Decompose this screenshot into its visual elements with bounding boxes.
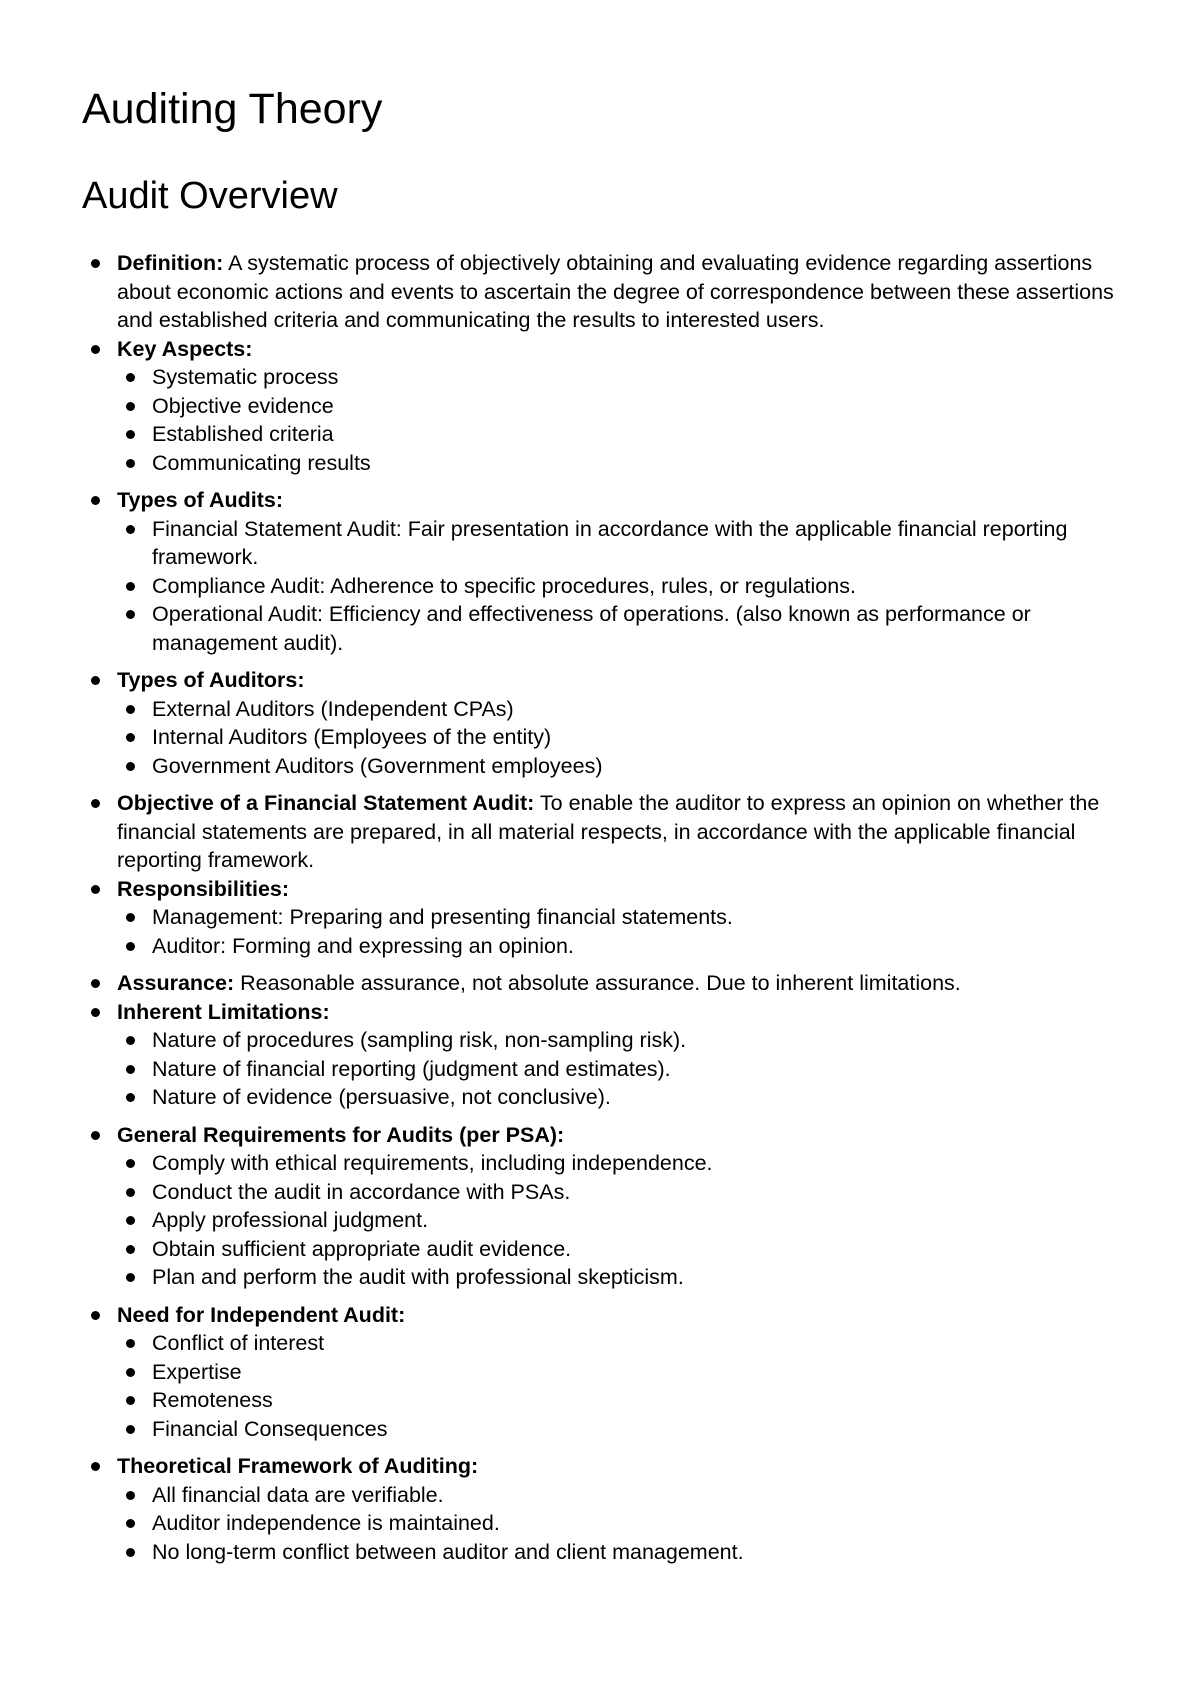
sub-list-item-text: All financial data are verifiable. [152,1482,444,1507]
sub-list [117,1026,1140,1112]
sub-list [117,903,1140,960]
outline-item [82,969,1140,998]
bullet-icon [126,1065,135,1074]
outline-item-label: Inherent Limitations: [117,999,330,1024]
section-title: Audit Overview [82,175,338,217]
sub-list-item-text: Nature of procedures (sampling risk, non-sampling risk). [152,1028,687,1052]
sub-list-item [117,1055,1140,1084]
bullet-icon [126,582,135,591]
outline-item [82,1121,1140,1292]
bullet-icon [126,1273,135,1282]
outline-item [82,335,1140,478]
sub-list-item [117,600,1140,657]
sub-list-item [117,903,1140,932]
sub-list-item-text: Objective evidence [152,393,334,418]
sub-list-item [117,1358,1140,1387]
bullet-icon [126,1548,135,1557]
bullet-icon [126,1425,135,1434]
outline-item-label: Theoretical Framework of Auditing: [117,1454,479,1478]
sub-list-item [117,752,1140,781]
bullet-icon [126,1036,135,1045]
sub-list-item-text: Financial Consequences [152,1416,388,1441]
sub-list-item [117,1149,1140,1178]
outline-item [82,998,1140,1112]
sub-list-item [117,1026,1140,1055]
bullet-icon [126,1216,135,1225]
sub-list [117,695,1140,781]
bullet-icon [126,610,135,619]
sub-list-item-text: Internal Auditors (Employees of the entity) [152,725,552,749]
sub-list-item [117,1235,1140,1264]
sub-list-item [117,932,1140,961]
sub-list-item-text: Communicating results [152,450,371,475]
bullet-icon [126,1339,135,1348]
bullet-icon [91,885,100,894]
sub-list-item [117,1083,1140,1112]
bullet-icon [91,259,100,268]
bullet-icon [126,705,135,714]
sub-list-item [117,1386,1140,1415]
sub-list-item-text: Auditor: Forming and expressing an opinion. [152,933,574,958]
sub-list-item-text: Comply with ethical requirements, including independence. [152,1151,713,1175]
bullet-icon [126,1245,135,1254]
sub-list-item-text: External Auditors (Independent CPAs) [152,696,514,721]
sub-list-item-text: Nature of evidence (persuasive, not conclusive). [152,1085,611,1109]
bullet-icon [126,402,135,411]
outline-item [82,249,1140,335]
sub-list-item-text: Plan and perform the audit with professional skepticism. [152,1265,684,1289]
sub-list-item-text: Operational Audit: Efficiency and effectiveness of operations. (also known as performance or management audit). [152,602,1031,655]
sub-list [117,1481,1140,1567]
bullet-icon [91,676,100,685]
bullet-icon [126,733,135,742]
sub-list-item [117,695,1140,724]
outline-item-label: Need for Independent Audit: [117,1302,406,1327]
sub-list-item-text: Expertise [152,1359,242,1384]
outline-item-text: To enable the auditor to express an opinion on whether the financial statements are prepared, in all material respects, in accordance with the applicable financial reporting framework. [117,791,1100,872]
outline-item-label: Key Aspects: [117,336,253,361]
outline-item [82,1301,1140,1444]
outline-item-label: Responsibilities: [117,876,290,901]
sub-list-item [117,363,1140,392]
bullet-icon [91,799,100,808]
sub-list-item [117,1206,1140,1235]
sub-list [117,515,1140,658]
sub-list-item [117,1415,1140,1444]
outline-item-label: Types of Auditors: [117,668,305,692]
sub-list-item-text: Conflict of interest [152,1331,325,1355]
bullet-icon [91,1311,100,1320]
document-title: Auditing Theory [82,85,383,133]
sub-list [117,363,1140,477]
sub-list-item-text: Auditor independence is maintained. [152,1511,500,1535]
sub-list-item-text: Nature of financial reporting (judgment and estimates). [152,1056,671,1081]
sub-list-item-text: No long-term conflict between auditor and client management. [152,1539,744,1564]
sub-list-item [117,515,1140,572]
outline-item [82,1452,1140,1566]
bullet-icon [126,373,135,382]
outline-item [82,875,1140,961]
sub-list-item-text: Financial Statement Audit: Fair presentation in accordance with the applicable financial reporting framework. [152,516,1068,569]
sub-list-item [117,1263,1140,1292]
sub-list-item-text: Government Auditors (Government employees) [152,753,603,778]
bullet-icon [91,496,100,505]
bullet-icon [126,430,135,439]
sub-list-item-text: Remoteness [152,1388,273,1412]
sub-list-item [117,1538,1140,1567]
bullet-icon [91,1008,100,1017]
outline-item-label: Assurance: [117,971,235,995]
outline-item-label: Definition: [117,251,224,275]
sub-list-item-text: Conduct the audit in accordance with PSAs. [152,1179,571,1204]
sub-list [117,1149,1140,1292]
sub-list-item [117,1178,1140,1207]
sub-list-item-text: Management: Preparing and presenting financial statements. [152,905,733,929]
sub-list-item [117,572,1140,601]
bullet-icon [126,913,135,922]
outline-item-text: A systematic process of objectively obtaining and evaluating evidence regarding assertions about economic actions and events to ascertain the degree of correspondence between these assertions and established criteria and communicating the results to interested users. [117,251,1114,332]
bullet-icon [126,1159,135,1168]
bullet-icon [126,459,135,468]
bullet-icon [126,1396,135,1405]
sub-list-item [117,420,1140,449]
bullet-icon [91,1131,100,1140]
sub-list-item-text: Apply professional judgment. [152,1208,429,1232]
sub-list-item [117,1329,1140,1358]
sub-list-item [117,1481,1140,1510]
outline-item-label: Objective of a Financial Statement Audit: [117,791,535,815]
bullet-icon [126,942,135,951]
bullet-icon [91,1462,100,1471]
bullet-icon [126,1188,135,1197]
sub-list-item-text: Compliance Audit: Adherence to specific procedures, rules, or regulations. [152,573,856,598]
sub-list-item [117,1509,1140,1538]
sub-list [117,1329,1140,1443]
bullet-icon [91,979,100,988]
outline-item [82,789,1140,875]
outline-item [82,486,1140,657]
bullet-icon [126,1368,135,1377]
sub-list-item-text: Systematic process [152,365,339,389]
outline-list [82,249,1140,1566]
bullet-icon [126,1519,135,1528]
sub-list-item-text: Established criteria [152,422,334,446]
bullet-icon [126,1093,135,1102]
outline-item-label: General Requirements for Audits (per PSA): [117,1122,565,1147]
outline-item-label: Types of Audits: [117,488,284,512]
sub-list-item [117,449,1140,478]
bullet-icon [126,525,135,534]
outline-item [82,666,1140,780]
sub-list-item-text: Obtain sufficient appropriate audit evidence. [152,1236,572,1261]
bullet-icon [91,345,100,354]
bullet-icon [126,762,135,771]
bullet-icon [126,1491,135,1500]
sub-list-item [117,392,1140,421]
sub-list-item [117,723,1140,752]
outline-item-text: Reasonable assurance, not absolute assurance. Due to inherent limitations. [234,971,961,995]
